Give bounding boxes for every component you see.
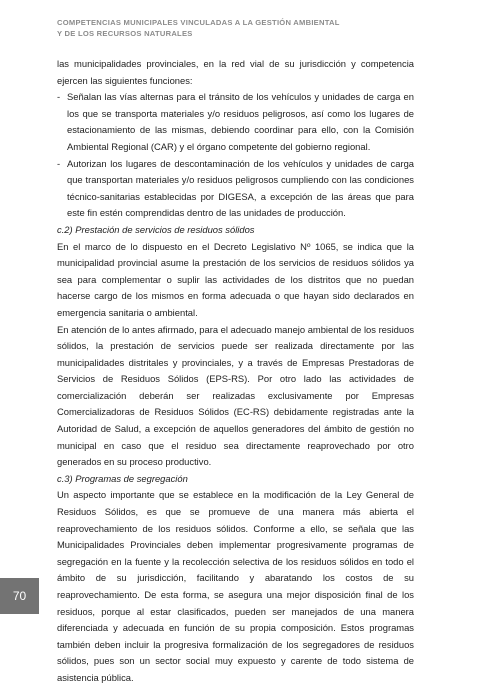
dash-bullet: - [57,91,61,103]
section-c2-paragraph-1: En el marco de lo dispuesto en el Decreto Legislativo Nº 1065, se indica que la municipalidad provincial asume la prestación de los servicios de residuos sólidos ya sea para complementar o suplir las actividades de los distritos que no puedan hacerse cargo de los mismos en forma adecuada o que hayan sido declarados en emergencia sanitaria o ambiental. [57,240,414,318]
page-number: 70 [12,589,27,603]
list-item-text: Señalan las vías alternas para el tránsito de los vehículos y unidades de carga en los que se transporta materiales y/o residuos peligrosos, así como los lugares de estacionamiento de las mismas, debiendo coordinar para ello, con la Comisión Ambiental Regional (CAR) y el órgano competente del gobierno regional. [67,91,414,152]
list-item [57,156,414,222]
dash-bullet: - [57,157,61,169]
running-header-line-2: Y DE LOS RECURSOS NATURALES [57,29,193,38]
functions-list [57,89,414,222]
section-c3-paragraph-1: Un aspecto importante que se establece en la modificación de la Ley General de Residuos Sólidos, es que se promueve de una manera más abierta el reaprovechamiento de los residuos sólidos. Conforme a ello, se señala que las Municipalidades Provinciales deben implementar progresivamente programas de segregación en la fuente y la recolección selectiva de los residuos sólidos en todo el ámbito de su jurisdicción, facilitando y abaratando los costos de su reaprovechamiento. De esta forma, se asegura una mejor disposición final de los residuos, porque al estar clasificados, pueden ser manejados de una manera diferenciada y adecuada en función de su propia composición. Estos programas también deben incluir la progresiva formalización de los segregadores de residuos sólidos, pues son un sector social muy expuesto y carente de todo sistema de asistencia pública. [57,489,414,683]
list-item [57,89,414,155]
section-c2-heading: c.2) Prestación de servicios de residuos sólidos [57,223,255,235]
running-header-line-1: COMPETENCIAS MUNICIPALES VINCULADAS A LA GESTIÓN AMBIENTAL [57,18,340,27]
running-header [57,17,340,39]
page-body [57,56,414,687]
page-number-tab [0,578,39,614]
intro-paragraph: las municipalidades provinciales, en la red vial de su jurisdicción y competencia ejercen las siguientes funciones: [57,58,414,86]
section-c3-heading: c.3) Programas de segregación [57,472,188,484]
section-c2-paragraph-2: En atención de lo antes afirmado, para el adecuado manejo ambiental de los residuos sólidos, la prestación de servicios puede ser realizada directamente por las municipalidades distritales y provinciales, y a través de Empresas Prestadoras de Servicios de Residuos Sólidos (EPS-RS). Por otro lado las actividades de comercialización deberán ser realizadas exclusivamente por Empresas Comercializadoras de Residuos Sólidos (EC-RS) debidamente registradas ante la Autoridad de Salud, a excepción de aquellos generadores del ámbito de gestión no municipal en caso que el residuo sea directamente reaprovechado por otro generados en su proceso productivo. [57,323,415,468]
list-item-text: Autorizan los lugares de descontaminación de los vehículos y unidades de carga que transportan materiales y/o residuos peligrosos cumpliendo con las condiciones técnico-sanitarias establecidas por DIGESA, a excepción de las áreas que para este fin estén comprendidas dentro de las unidades de producción. [67,157,414,219]
